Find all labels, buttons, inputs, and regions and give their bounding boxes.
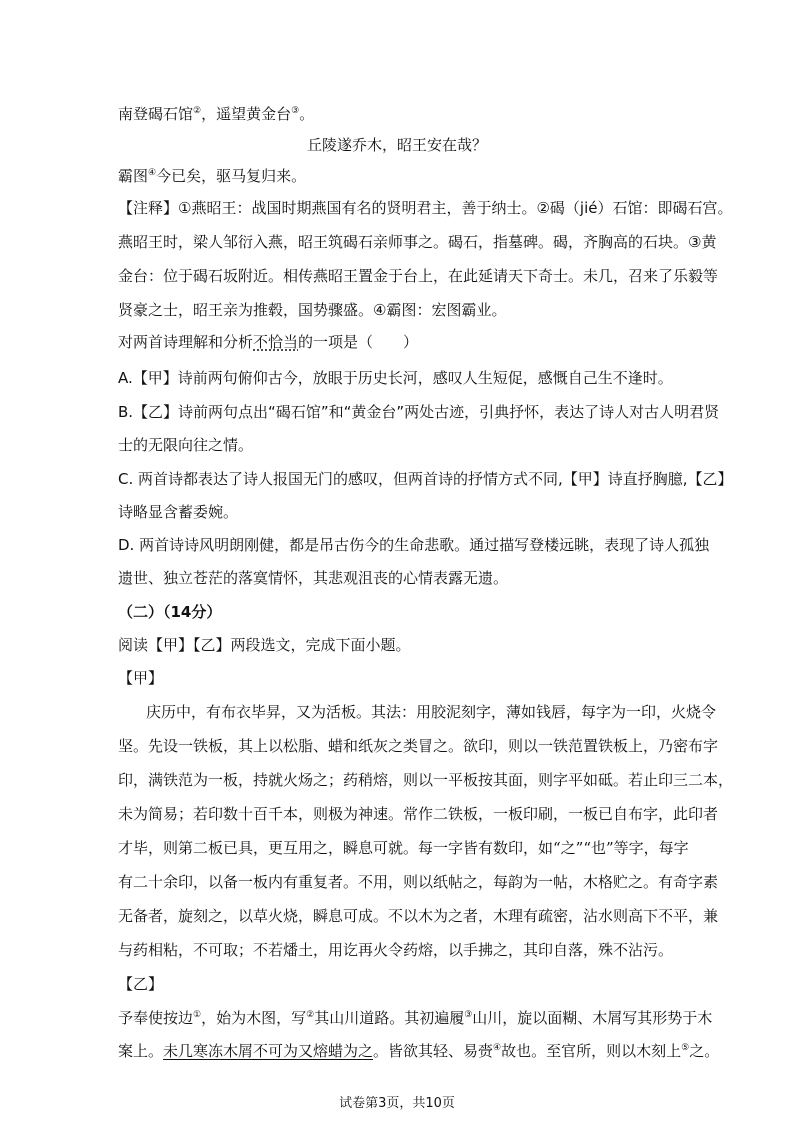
poem-line-3 [118,166,306,186]
option-a: A.【甲】诗前两句俯仰古今，放眼于历史长河，感叹人生短促，感慨自己生不逢时。 [118,369,673,387]
question-text: 对两首诗理解和分析 [118,333,254,351]
passage-text: 故也。至官所，则以木刻上 [501,1042,682,1060]
passage-a-line: 与药相粘，不可取；不若燔土，用讫再火令药熔，以手拂之，其印自落，殊不沾污。 [118,941,674,959]
footnote-marker: ③ [464,1010,473,1020]
option-d-line-2: 遗世、独立苍茫的落寞情怀，其悲观沮丧的心情表露无遗。 [118,569,509,587]
passage-b-line-2 [118,1041,719,1061]
passage-text: 案上。 [118,1042,164,1060]
poem-line-1 [118,104,314,124]
option-c-line-2: 诗略显含蓄委婉。 [118,503,239,521]
footnote-marker: ③ [291,106,300,116]
question-text: 的一项是（ ） [298,333,419,351]
passage-a-line: 有二十余印，以备一板内有重复者。不用，则以纸帖之，每韵为一帖，木格贮之。有奇字素 [118,873,719,891]
page-footer: 试卷第3页，共10页 [339,1096,455,1111]
footnote-marker: ④ [148,168,157,178]
passage-b-label: 【乙】 [118,975,164,993]
passage-a-label: 【甲】 [118,669,164,687]
option-d-line-1: D. 两首诗诗风明朗刚健，都是吊古伤今的生命悲歌。通过描写登楼远眺，表现了诗人孤独 [118,536,710,554]
underlined-sentence: 未几寒冻木屑不可为又熔蜡为之 [163,1042,374,1060]
passage-a-line: 未为简易；若印数十百千本，则极为神速。常作二铁板，一板印刷，一板已自布字，此印者 [118,805,719,823]
passage-text: 之。 [689,1042,720,1060]
footnote-marker: ④ [493,1043,502,1053]
passage-b-line-1 [118,1008,712,1028]
passage-text: ，始为木图，写 [201,1009,307,1027]
question-stem [118,332,418,352]
poem-text: ，遥望黄金台 [201,105,292,123]
footnote-marker: ⑤ [681,1043,690,1053]
poem-text: 。 [299,105,315,123]
footnote-marker: ① [193,1010,202,1020]
passage-a-line: 庆历中，有布衣毕昇，又为活板。其法：用胶泥刻字，薄如钱唇，每字为一印，火烧令 [146,703,717,721]
passage-a-line: 无备者，旋刻之，以草火烧，瞬息可成。不以木为之者，木理有疏密，沾水则高下不平，兼 [118,907,719,925]
poem-text: 霸图 [118,167,149,185]
passage-text: 予奉使按边 [118,1009,194,1027]
passage-text: 。皆欲其轻、易赍 [373,1042,494,1060]
passage-a-line: 才毕，则第二板已具，更互用之，瞬息可就。每一字皆有数印，如“之”“也”等字，每字 [118,839,689,857]
footnote-marker: ② [306,1010,315,1020]
passage-a-line: 印，满铁范为一板，持就火炀之；药稍熔，则以一平板按其面，则字平如砥。若止印三二本， [118,771,734,789]
notes-line: 燕昭王时，梁人邹衍入燕，昭王筑碣石亲师事之。碣石，指墓碑。碣，齐胸高的石块。③黄 [118,233,717,251]
passage-text: 其山川道路。其初遍履 [314,1009,465,1027]
option-c-line-1: C. 两首诗都表达了诗人报国无门的感叹，但两首诗的抒情方式不同,【甲】诗直抒胸臆,【乙】 [118,470,733,488]
footnote-marker: ② [193,106,202,116]
option-b-line-2: 士的无限向往之情。 [118,436,254,454]
poem-line-2: 丘陵遂乔木，昭王安在哉？ [306,136,487,154]
emphasis-text: 不恰当 [253,333,299,351]
passage-a-line: 坚。先设一铁板，其上以松脂、蜡和纸灰之类冒之。欲印，则以一铁范置铁板上，乃密布字 [118,737,719,755]
section-heading: （二）（14分） [118,603,222,621]
passage-text: 山川，旋以面糊、木屑写其形势于木 [472,1009,713,1027]
notes-line: 【注释】①燕昭王：战国时期燕国有名的贤明君主，善于纳士。②碣（jié）石馆：即碣石宫。 [118,199,733,217]
poem-text: 南登碣石馆 [118,105,194,123]
notes-line: 金台：位于碣石坂附近。相传燕昭王置金于台上，在此延请天下奇士。未几，召来了乐毅等 [118,267,719,285]
poem-text: 今已矣，驱马复归来。 [156,167,307,185]
notes-line: 贤豪之士，昭王亲为推毂，国势骤盛。④霸图：宏图霸业。 [118,301,507,319]
option-b-line-1: B.【乙】诗前两句点出“碣石馆”和“黄金台”两处古迹，引典抒怀，表达了诗人对古人明君贤 [118,403,720,421]
section-instruction: 阅读【甲】【乙】两段选文，完成下面小题。 [118,636,411,654]
